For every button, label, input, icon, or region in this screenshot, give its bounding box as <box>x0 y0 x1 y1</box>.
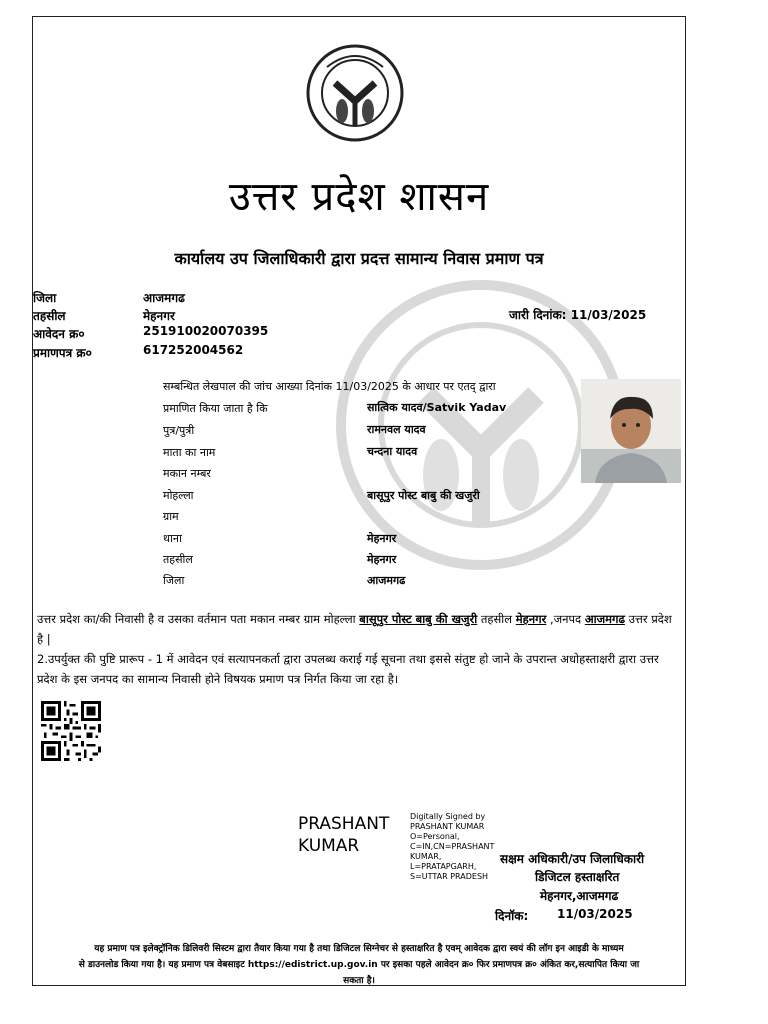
digital-line: Digitally Signed by <box>410 812 486 821</box>
child-photo-graphic <box>581 379 681 483</box>
page-title: उत्तर प्रदेश शासन <box>228 174 490 220</box>
certificate-number-label: प्रमाणपत्र क्र० <box>33 346 92 360</box>
row-label-village: ग्राम <box>163 510 179 523</box>
row-label-locality: मोहल्ला <box>163 489 194 502</box>
para1-text-d: उत्तर प्रदेश है | <box>37 612 672 646</box>
signature-date-label: दिनॉक: <box>495 909 529 923</box>
digital-line: KUMAR, <box>410 852 442 861</box>
qr-code[interactable] <box>41 701 101 761</box>
digital-line: S=UTTAR PRADESH <box>410 872 489 881</box>
row-value-parent: रामनवल यादव <box>367 423 426 436</box>
district-label: जिला <box>33 291 57 305</box>
certificate-number-value: 617252004562 <box>143 343 244 357</box>
row-value-police-station: मेहनगर <box>367 532 397 545</box>
signer-name-line1: PRASHANT <box>298 814 390 834</box>
certificate-subtitle: कार्यालय उप जिलाधिकारी द्वारा प्रदत्त सामान्य निवास प्रमाण पत्र <box>174 249 544 268</box>
footer-line-1: यह प्रमाण पत्र इलेक्ट्रॉनिक डिलिवरी सिस्टम द्वारा तैयार किया गया है तथा डिजिटल सिग्नेचर से हस्ताक्षरित है एवम् आवेदक द्वारा स्वयं की लॉग इन आइडी के माध्यम <box>94 944 624 954</box>
applicant-photo <box>581 379 681 483</box>
authority-location: मेहनगर,आजमगढ <box>540 889 619 903</box>
digital-line: L=PRATAPGARH, <box>410 862 477 871</box>
row-label-police-station: थाना <box>163 532 182 545</box>
row-label-mother: माता का नाम <box>163 446 216 459</box>
para1-locality: बासूपुर पोस्ट बाबु की खजुरी <box>359 612 478 626</box>
footer-line-3: सकता है। <box>343 976 375 986</box>
tehsil-value: मेहनगर <box>143 309 175 323</box>
footer-note <box>37 941 681 986</box>
para1-tehsil: मेहनगर <box>515 612 547 626</box>
signer-name-line2: KUMAR <box>298 836 360 856</box>
application-number-label: आवेदन क्र० <box>33 327 85 341</box>
row-label-district: जिला <box>163 574 185 587</box>
row-value-locality: बासूपुर पोस्ट बाबु की खजुरी <box>367 489 480 502</box>
signature-date-value: 11/03/2025 <box>557 907 633 921</box>
residence-paragraph <box>37 609 677 649</box>
row-label-tehsil: तहसील <box>163 553 193 566</box>
digital-signature-block <box>410 812 494 882</box>
para1-district: आजमगढ <box>584 612 625 626</box>
footer-line-2: से डाउनलोड किया गया है। यह प्रमाण पत्र वेबसाइट https://edistrict.up.gov.in पर इसका पहले आवेदन क्र० फिर प्रमाणपत्र क्र० अंकित कर,सत्यापित किया जा <box>78 960 640 970</box>
confirmation-paragraph: 2.उपर्युक्त की पुष्टि प्रारूप - 1 में आवेदन एवं सत्यापनकर्ता द्वारा उपलब्ध कराई गई सूचना तथा इससे संतुष्ट हो जाने के उपरान्त अधोहस्ताक्षरी द्वारा उत्तर प्रदेश के इस जनपद का सामान्य निवासी होने विषयक प्रमाण पत्र निर्गत किया जा रहा है। <box>37 652 659 686</box>
authority-digital: डिजिटल हस्ताक्षरित <box>535 870 620 884</box>
row-value-tehsil: मेहनगर <box>367 553 397 566</box>
row-label-parent: पुत्र/पुत्री <box>163 424 195 437</box>
digital-line: PRASHANT KUMAR <box>410 822 485 831</box>
certificate-page <box>32 16 686 986</box>
up-government-emblem <box>305 43 405 143</box>
row-label-house: मकान नम्बर <box>163 467 211 480</box>
row-label-certified: प्रमाणित किया जाता है कि <box>163 402 268 415</box>
application-number-value: 251910020070395 <box>143 324 269 338</box>
para1-text-b: तहसील <box>480 612 513 626</box>
tehsil-label: तहसील <box>33 309 66 323</box>
digital-line: O=Personal, <box>410 832 460 841</box>
row-value-mother: चन्दना यादव <box>367 445 418 458</box>
district-value: आजमगढ <box>143 291 185 305</box>
row-value-district: आजमगढ <box>367 574 406 587</box>
authority-title: सक्षम अधिकारी/उप जिलाधिकारी <box>500 852 645 866</box>
para1-text-c: ,जनपद <box>549 612 582 626</box>
issue-date: जारी दिनांक: 11/03/2025 <box>509 308 647 322</box>
digital-line: C=IN,CN=PRASHANT <box>410 842 495 851</box>
intro-line: सम्बन्धित लेखपाल की जांच आख्या दिनांक 11/03/2025 के आधार पर एतद् द्वारा <box>163 380 496 393</box>
row-value-name: सात्विक यादव/Satvik Yadav <box>367 401 507 414</box>
para1-text-a: उत्तर प्रदेश का/की निवासी है व उसका वर्तमान पता मकान नम्बर ग्राम मोहल्ला <box>37 612 356 626</box>
